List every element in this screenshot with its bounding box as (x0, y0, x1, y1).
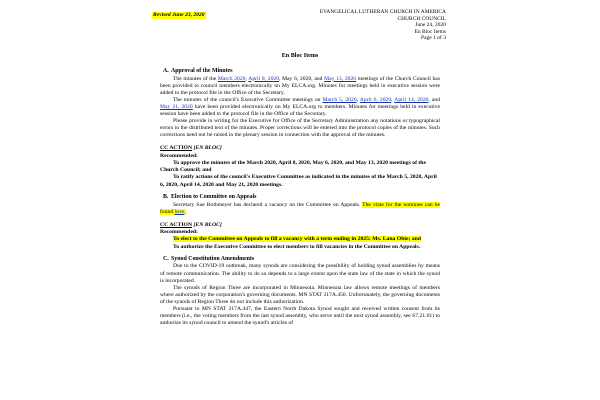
section-c-paragraph-2: The synods of Region Three are incorporated in Minnesota. Minnesota law allows remote meetings of members where authorized by the corporation's governing documents. MN STAT 317A.450. Unfortunately, the governing documents of the synods of Region Three do not include this authorization. (160, 284, 440, 305)
document-header (153, 9, 446, 43)
link-march-2020[interactable]: March 2020 (217, 75, 246, 82)
text-run: The minutes of the council's Executive Committee meetings on (173, 96, 323, 103)
link-april-8-2020[interactable]: April 8, 2020 (248, 75, 280, 82)
section-a-title: Approval of the Minutes (171, 68, 233, 74)
text-run: , (356, 96, 360, 103)
text-run: , (245, 75, 249, 82)
text-run: . (184, 208, 186, 215)
cc-action-2-header (160, 222, 440, 229)
header-org-line1: EVANGELICAL LUTHERAN CHURCH IN AMERICA (319, 9, 446, 15)
link-april-6-2020[interactable]: April 6, 2020 (359, 96, 392, 103)
cc-action-1-item-1: To approve the minutes of the March 2020, April 8, 2020, May 6, 2020, and May 13, 2020 meetings of the Church Council; and (160, 159, 426, 174)
header-org-block (320, 9, 446, 42)
section-c-paragraph-3: Pursuant to MN STAT 317A.447, the Eastern North Dakota Synod sought and received written consent from its members (i.e., the voting members from the last synod assembly, who serve until the next synod assembly, see S7.21.01) to authorize its synod council to amend the synod's articles of (160, 305, 440, 327)
cc-action-2-recommended-label: Recommended: (160, 229, 198, 236)
section-a-heading (160, 68, 440, 76)
en-bloc-tag: [EN BLOC] (193, 221, 222, 228)
text-run: meetings of the Church Council has been provided to council members electronically on My ELCA.org. Minutes for meetings held in executive session were added to the protocol file in the Office of the Secretary. (160, 75, 440, 96)
text-run: Secretary Sue Rothmeyer has declared a vacancy on the Committee on Appeals. (173, 201, 363, 208)
cc-action-1-recommended-label: Recommended: (160, 152, 198, 159)
link-here-vitae[interactable]: here (174, 208, 185, 215)
text-run: The minutes of the (173, 75, 218, 82)
en-bloc-tag: [EN BLOC] (193, 145, 222, 152)
text-run: have been provided electronically on My ELCA.org to members. Minutes for meetings held in executive session have been added to the protocol file in the Office of the Secretary. (160, 103, 440, 118)
text-run: , May 6, 2020, and (279, 75, 325, 82)
header-page-number: Page 1 of 3 (421, 35, 446, 42)
cc-action-1-header (160, 145, 440, 152)
link-april-14-2020[interactable]: April 14, 2020 (394, 96, 429, 103)
header-org-line2: CHURCH COUNCIL (397, 15, 446, 22)
section-c-letter: C. (163, 255, 169, 262)
highlighted-election-item: To elect to the Committee on Appeals to fill a vacancy with a term ending in 2025: Ms. Lana Obie; and (173, 236, 421, 243)
section-b-title: Election to Committee on Appeals (171, 194, 257, 201)
section-c-title: Synod Constitution Amendments (171, 255, 255, 262)
revised-date-note: Revised June 23, 2020 (153, 12, 205, 18)
link-may-21-2020[interactable]: May 21, 2020 (160, 103, 193, 110)
cc-action-2-item-1 (160, 236, 440, 243)
text-run: , (391, 96, 395, 103)
cc-action-label: CC ACTION (160, 221, 193, 228)
text-run: , and (428, 96, 441, 103)
section-b-letter: B. (163, 194, 169, 201)
header-doc-type: En Bloc Items (414, 28, 446, 35)
section-c-paragraph-1: Due to the COVID-19 outbreak, many synods are considering the possibility of holding synod assemblies by means of remote communication. The ability to do so depends to a large extent upon the state law of the state in which the synod is incorporated. (160, 263, 440, 284)
section-a-paragraph-3: Please provide in writing for the Executive for Office of the Secretary Administration any notations or typographical errors in the distributed text of the minutes. Proper corrections will be entered into the protocol copies of the minutes. Such corrections need not be raised in the plenary session in connection with the approval of the minutes. (160, 118, 440, 139)
page-title: En Bloc Items (281, 53, 319, 59)
link-march-5-2020[interactable]: March 5, 2020 (322, 96, 357, 103)
header-date: June 24, 2020 (415, 22, 446, 29)
text-run: The vitae for the nominee can be found (160, 201, 440, 215)
section-b-paragraph-1 (160, 202, 440, 216)
cc-action-2-item-2: To authorize the Executive Committee to elect members to fill vacancies in the Committee on Appeals. (173, 243, 421, 250)
section-b-heading (160, 194, 440, 202)
cc-action-label: CC ACTION (160, 145, 193, 152)
cc-action-1-item-2: To ratify actions of the council's Executive Committee as indicated in the minutes of the March 5, 2020, April 6, 2020, April 14, 2020 and May 21, 2020 meetings. (160, 174, 437, 188)
link-may-13-2020[interactable]: May 13, 2020 (324, 75, 357, 82)
section-a-paragraph-1 (160, 76, 440, 97)
section-a-paragraph-2 (160, 97, 440, 118)
section-a-letter: A. (163, 68, 169, 74)
